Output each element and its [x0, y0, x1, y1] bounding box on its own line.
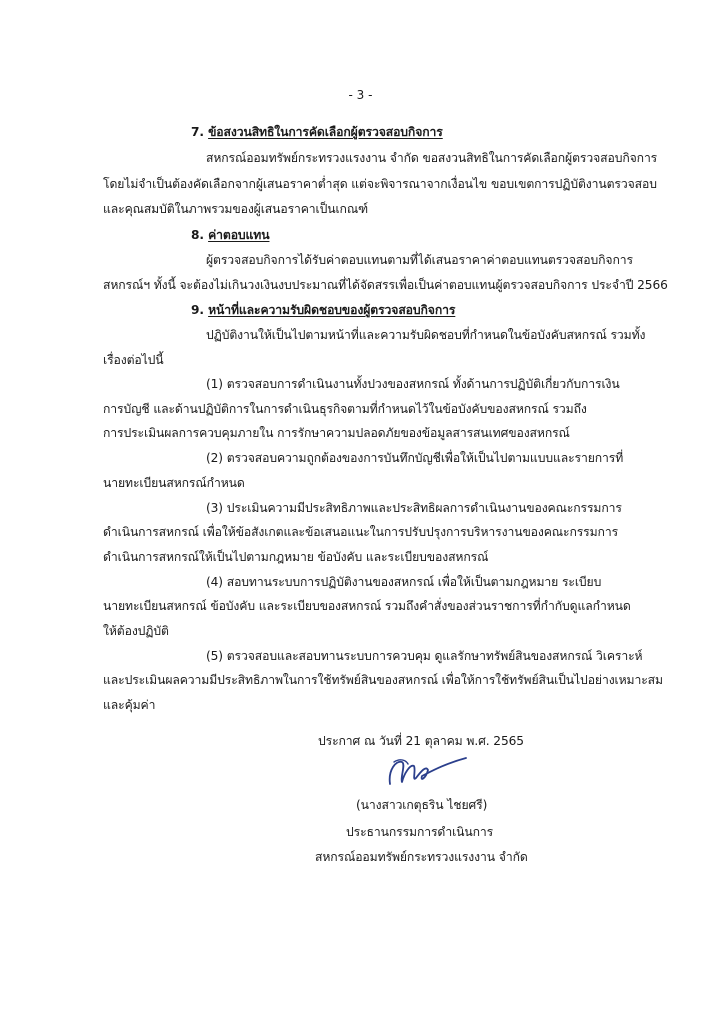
signer-name: (นางสาวเกตุธริน ไชยศรี): [356, 798, 488, 812]
item-1-line-3: การประเมินผลการควบคุมภายใน การรักษาความปลอดภัยของข้อมูลสารสนเทศของสหกรณ์: [103, 426, 570, 440]
item-4-line-3: ให้ต้องปฏิบัติ: [103, 624, 169, 638]
section-9-intro-1: ปฏิบัติงานให้เป็นไปตามหน้าที่และความรับผิดชอบที่กำหนดในข้อบังคับสหกรณ์ รวมทั้ง: [206, 328, 646, 342]
item-5-line-3: และคุ้มค่า: [103, 698, 156, 712]
signature-image: [382, 752, 472, 792]
item-5-line-2: และประเมินผลความมีประสิทธิภาพในการใช้ทรัพย์สินของสหกรณ์ เพื่อให้การใช้ทรัพย์สินเป็นไปอย่างเหมาะสม: [103, 673, 663, 687]
section-9-number: 9.: [191, 303, 204, 317]
section-7-number: 7.: [191, 125, 204, 139]
section-9-intro-2: เรื่องต่อไปนี้: [103, 353, 164, 367]
section-8-heading: [191, 227, 269, 243]
signer-position: ประธานกรรมการดำเนินการ: [346, 825, 494, 839]
section-8-title: ค่าตอบแทน: [208, 228, 270, 242]
section-8-line-1: ผู้ตรวจสอบกิจการได้รับค่าตอบแทนตามที่ได้เสนอราคาค่าตอบแทนตรวจสอบกิจการ: [206, 253, 633, 267]
item-3-line-3: ดำเนินการสหกรณ์ให้เป็นไปตามกฎหมาย ข้อบังคับ และระเบียบของสหกรณ์: [103, 550, 489, 564]
section-7-title: ข้อสงวนสิทธิในการคัดเลือกผู้ตรวจสอบกิจการ: [208, 125, 443, 139]
section-9-title: หน้าที่และความรับผิดชอบของผู้ตรวจสอบกิจการ: [208, 303, 456, 317]
item-4-line-1: (4) สอบทานระบบการปฏิบัติงานของสหกรณ์ เพื่อให้เป็นตามกฎหมาย ระเบียบ: [206, 575, 602, 589]
section-7-line-1: สหกรณ์ออมทรัพย์กระทรวงแรงงาน จำกัด ขอสงวนสิทธิในการคัดเลือกผู้ตรวจสอบกิจการ: [206, 151, 658, 165]
item-4-line-2: นายทะเบียนสหกรณ์ ข้อบังคับ และระเบียบของสหกรณ์ รวมถึงคำสั่งของส่วนราชการที่กำกับดูแลกำหนด: [103, 599, 631, 613]
section-8-number: 8.: [191, 228, 204, 242]
section-8-line-2: สหกรณ์ฯ ทั้งนี้ จะต้องไม่เกินวงเงินงบประมาณที่ได้จัดสรรเพื่อเป็นค่าตอบแทนผู้ตรวจสอบกิจการ ประจำปี 2566: [103, 278, 668, 292]
section-7-line-2: โดยไม่จำเป็นต้องคัดเลือกจากผู้เสนอราคาต่ำสุด แต่จะพิจารณาจากเงื่อนไข ขอบเขตการปฏิบัติงานตรวจสอบ: [103, 177, 657, 191]
item-1-line-1: (1) ตรวจสอบการดำเนินงานทั้งปวงของสหกรณ์ ทั้งด้านการปฏิบัติเกี่ยวกับการเงิน: [206, 377, 620, 391]
announcement-date: ประกาศ ณ วันที่ 21 ตุลาคม พ.ศ. 2565: [318, 734, 524, 748]
section-9-heading: [191, 302, 455, 318]
item-5-line-1: (5) ตรวจสอบและสอบทานระบบการควบคุม ดูแลรักษาทรัพย์สินของสหกรณ์ วิเคราะห์: [206, 649, 643, 663]
item-2-line-1: (2) ตรวจสอบความถูกต้องของการบันทึกบัญชีเพื่อให้เป็นไปตามแบบและรายการที่: [206, 451, 624, 465]
item-2-line-2: นายทะเบียนสหกรณ์กำหนด: [103, 476, 245, 490]
section-7-line-3: และคุณสมบัติในภาพรวมของผู้เสนอราคาเป็นเกณฑ์: [103, 202, 369, 216]
item-1-line-2: การบัญชี และด้านปฏิบัติการในการดำเนินธุรกิจตามที่กำหนดไว้ในข้อบังคับของสหกรณ์ รวมถึง: [103, 402, 587, 416]
item-3-line-1: (3) ประเมินความมีประสิทธิภาพและประสิทธิผลการดำเนินงานของคณะกรรมการ: [206, 501, 622, 515]
item-3-line-2: ดำเนินการสหกรณ์ เพื่อให้ข้อสังเกตและข้อเสนอแนะในการปรับปรุงการบริหารงานของคณะกรรมการ: [103, 525, 619, 539]
section-7-heading: [191, 124, 443, 140]
signer-organization: สหกรณ์ออมทรัพย์กระทรวงแรงงาน จำกัด: [315, 850, 528, 864]
page-number: - 3 -: [348, 88, 373, 102]
